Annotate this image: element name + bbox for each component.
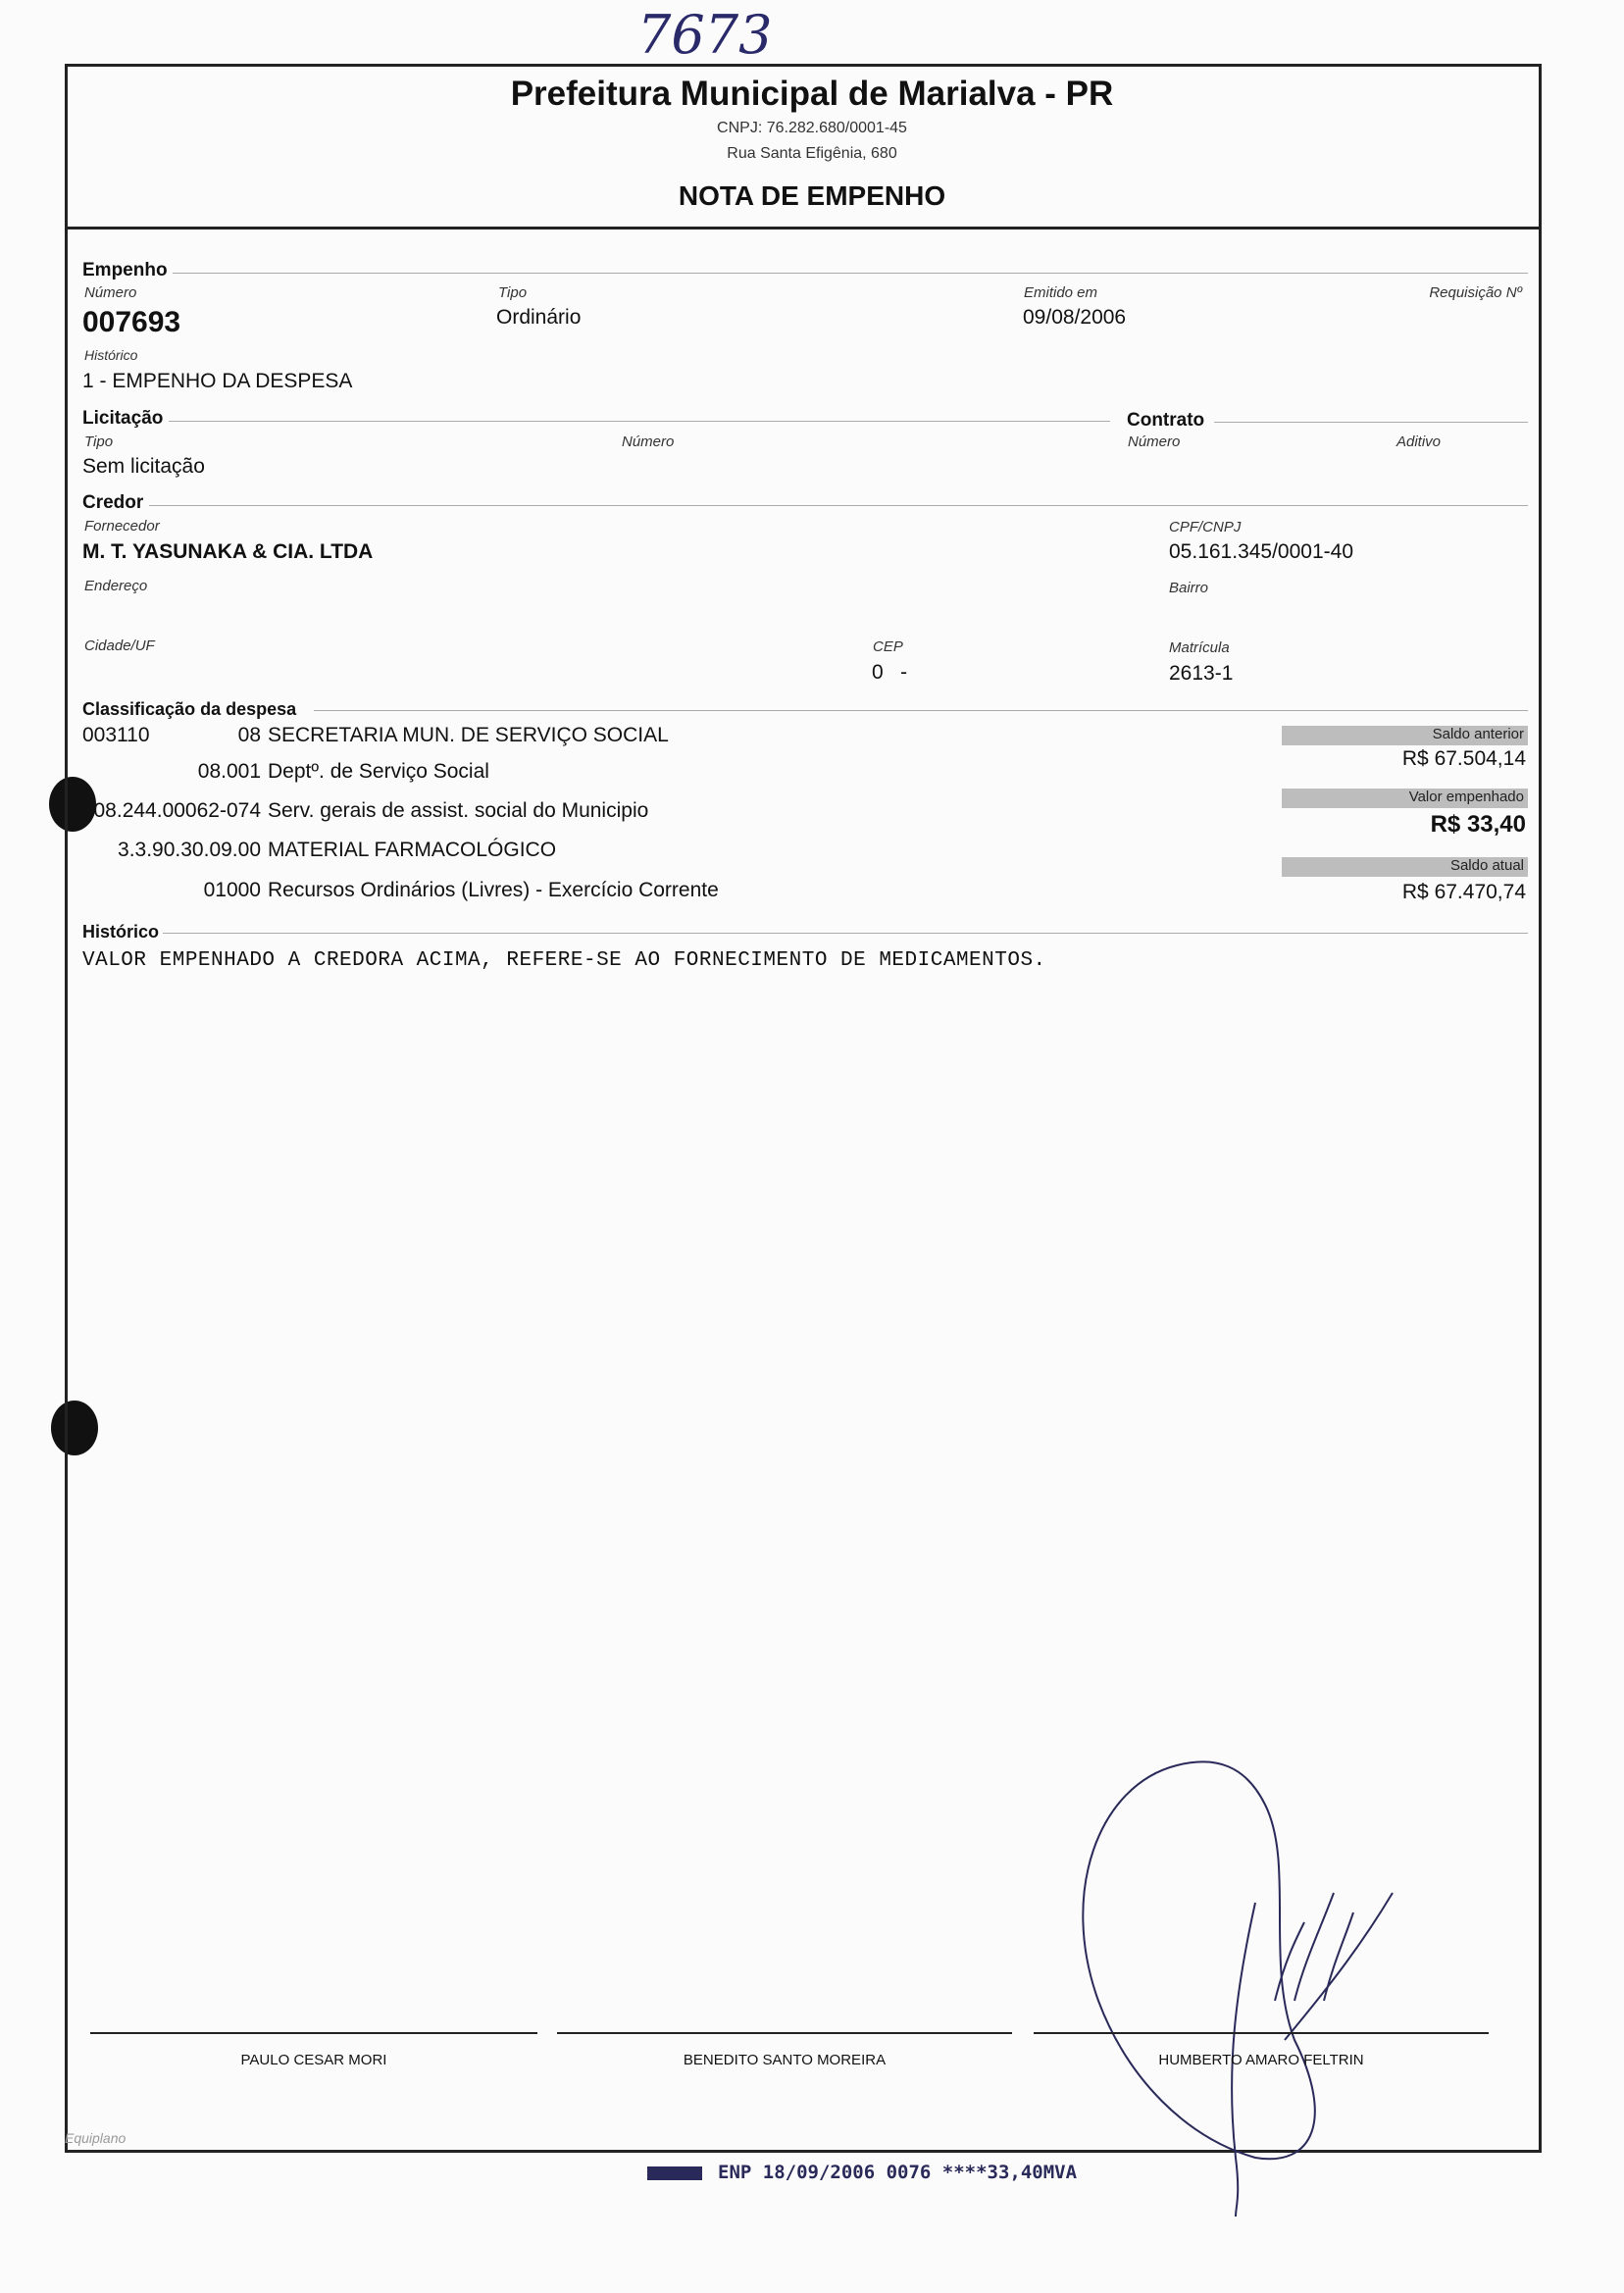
valor-empenhado-value: R$ 33,40 (1430, 811, 1526, 838)
credor-cpf: 05.161.345/0001-40 (1169, 540, 1354, 563)
classificacao-section-title: Classificação da despesa (82, 699, 297, 719)
credor-rule (149, 505, 1528, 506)
historico-text: VALOR EMPENHADO A CREDORA ACIMA, REFERE-SE AO FORNECIMENTO DE MEDICAMENTOS. (82, 949, 1046, 972)
empenho-tipo-label: Tipo (498, 284, 528, 301)
class-code: 3.3.90.30.09.00 (118, 839, 261, 861)
historico-section-title: Histórico (82, 922, 160, 942)
class-desc: MATERIAL FARMACOLÓGICO (268, 839, 557, 861)
empenho-tipo: Ordinário (496, 306, 582, 329)
credor-fornecedor: M. T. YASUNAKA & CIA. LTDA (82, 540, 374, 563)
empenho-historico-label: Histórico (84, 347, 138, 363)
empenho-historico: 1 - EMPENHO DA DESPESA (82, 370, 353, 392)
signature-line (1034, 2032, 1489, 2034)
signature-name: PAULO CESAR MORI (240, 2052, 387, 2068)
licitacao-tipo: Sem licitação (82, 455, 205, 478)
org-title: Prefeitura Municipal de Marialva - PR (510, 75, 1114, 113)
saldo-atual-value: R$ 67.470,74 (1401, 881, 1526, 903)
class-desc: Deptº. de Serviço Social (268, 760, 489, 783)
empenho-requisicao-label: Requisição Nº (1429, 284, 1522, 301)
org-cnpj: CNPJ: 76.282.680/0001-45 (717, 120, 907, 136)
licitacao-numero-label: Número (622, 433, 675, 450)
org-address: Rua Santa Efigênia, 680 (727, 145, 897, 162)
credor-cep: 0 - (872, 661, 908, 684)
licitacao-section-title: Licitação (82, 408, 164, 429)
credor-matricula-label: Matrícula (1169, 639, 1230, 656)
class-code: 08.001 (197, 760, 261, 783)
signature-name: HUMBERTO AMARO FELTRIN (1158, 2052, 1364, 2068)
handwritten-number: 7673 (637, 4, 773, 66)
header-divider (65, 227, 1542, 229)
saldo-anterior-value: R$ 67.504,14 (1401, 747, 1526, 770)
contrato-rule (1214, 422, 1528, 423)
empenho-numero: 007693 (82, 306, 181, 338)
classificacao-rule (314, 710, 1528, 711)
credor-fornecedor-label: Fornecedor (84, 518, 160, 535)
empenho-rule (173, 273, 1528, 274)
signature-line (557, 2032, 1012, 2034)
historico-rule (163, 933, 1528, 934)
class-desc: Recursos Ordinários (Livres) - Exercício Corrente (268, 879, 719, 901)
contrato-numero-label: Número (1128, 433, 1181, 450)
class-desc: Serv. gerais de assist. social do Municipio (268, 799, 649, 822)
empenho-emitido: 09/08/2006 (1023, 306, 1127, 329)
contrato-section-title: Contrato (1127, 410, 1205, 431)
licitacao-tipo-label: Tipo (84, 433, 114, 450)
credor-endereco-label: Endereço (84, 578, 148, 594)
class-code: 01000 (203, 879, 261, 901)
doc-title: NOTA DE EMPENHO (678, 180, 946, 211)
stamp-logo-icon (647, 2166, 702, 2180)
payment-stamp (647, 2162, 1077, 2183)
credor-cep-label: CEP (873, 638, 903, 655)
empenho-section-title: Empenho (82, 260, 168, 280)
empenho-emitido-label: Emitido em (1024, 284, 1098, 301)
contrato-aditivo-label: Aditivo (1396, 433, 1442, 450)
saldo-anterior-label: Saldo anterior (1282, 726, 1528, 745)
class-code: 08 (237, 724, 261, 746)
licitacao-rule (169, 421, 1110, 422)
credor-cpf-label: CPF/CNPJ (1169, 519, 1242, 535)
class-code: 003110 (82, 724, 150, 746)
credor-bairro-label: Bairro (1169, 580, 1209, 596)
credor-cidade-label: Cidade/UF (84, 637, 155, 654)
credor-section-title: Credor (82, 492, 144, 513)
stamp-text: ENP 18/09/2006 0076 ****33,40MVA (718, 2162, 1078, 2183)
signature-name: BENEDITO SANTO MOREIRA (683, 2052, 887, 2068)
footer-brand: Equiplano (65, 2130, 127, 2146)
saldo-atual-label: Saldo atual (1282, 857, 1528, 877)
credor-matricula: 2613-1 (1169, 662, 1234, 685)
valor-empenhado-label: Valor empenhado (1282, 789, 1528, 808)
empenho-numero-label: Número (84, 284, 137, 301)
class-desc: SECRETARIA MUN. DE SERVIÇO SOCIAL (268, 724, 669, 746)
class-code: 08.244.00062-074 (93, 799, 261, 822)
handwritten-signature (1040, 1746, 1432, 2217)
signature-line (90, 2032, 537, 2034)
